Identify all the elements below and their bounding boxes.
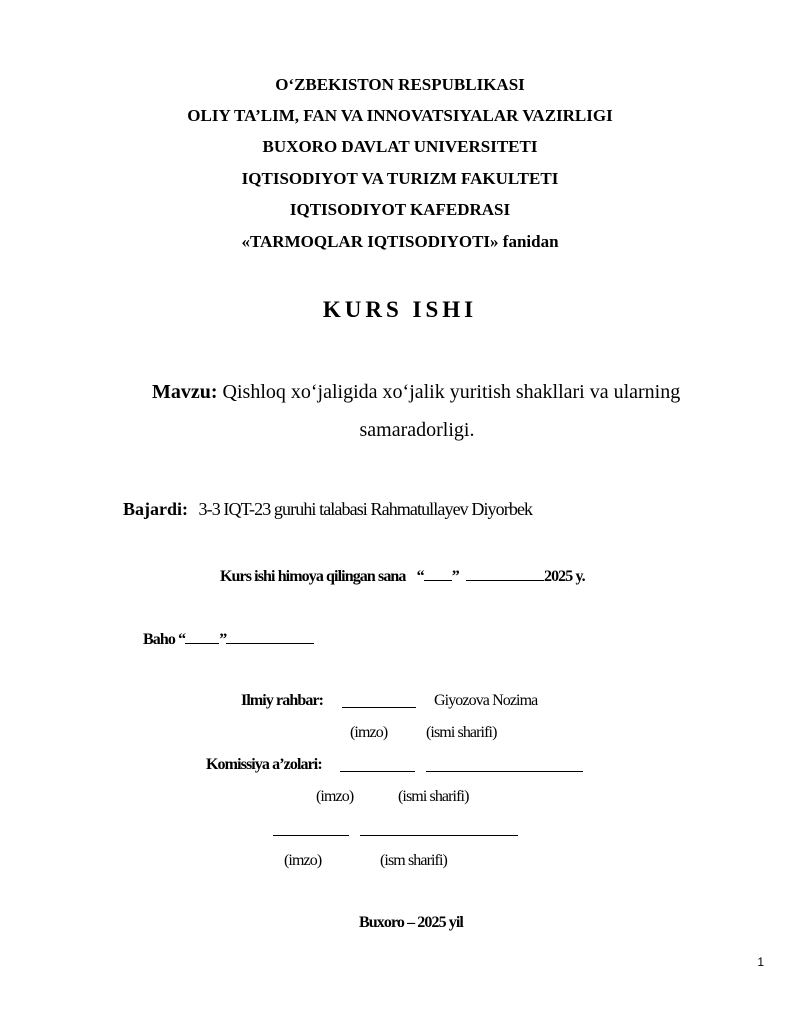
grade-value-blank xyxy=(185,629,219,644)
commission-sign-caption: (imzo) xyxy=(316,788,354,805)
performer-label: Bajardi: xyxy=(123,499,188,519)
supervisor-name-caption: (ismi sharifi) xyxy=(426,724,497,741)
commission-name-blank-1 xyxy=(426,756,583,772)
commission-name-blank-2 xyxy=(360,820,518,836)
supervisor-signature-blank-wrap xyxy=(342,692,416,713)
commission-name-caption-2: (ism sharifi) xyxy=(380,852,447,869)
commission-sign-blank-wrap xyxy=(340,756,415,777)
commission-sign-blank-wrap-2 xyxy=(273,820,349,841)
faculty-name: IQTISODIYOT VA TURIZM FAKULTETI xyxy=(241,169,559,188)
defense-month-blank xyxy=(466,566,544,581)
document-title: KURS ISHI xyxy=(322,297,478,322)
commission-name-caption: (ismi sharifi) xyxy=(398,788,469,805)
subject-name: «TARMOQLAR IQTISODIYOTI» fanidan xyxy=(241,232,559,251)
topic-text-1: Qishloq xo‘jaligida xo‘jalik yuritish shakllari va ularning xyxy=(222,381,681,403)
defense-day-blank xyxy=(424,566,452,581)
grade-open-quote: “ xyxy=(178,631,186,648)
ministry-name: OLIY TA’LIM, FAN VA INNOVATSIYALAR VAZIRLIGI xyxy=(187,106,613,125)
supervisor-name: Giyozova Nozima xyxy=(434,692,538,709)
defense-year: 2025 y. xyxy=(543,568,585,585)
topic-label: Mavzu: xyxy=(152,381,218,403)
defense-label: Kurs ishi himoya qilingan sana xyxy=(220,568,406,585)
page-number: 1 xyxy=(757,955,764,969)
university-name: BUXORO DAVLAT UNIVERSITETI xyxy=(262,137,538,156)
supervisor-signature-blank xyxy=(342,692,416,708)
grade-line xyxy=(143,629,314,649)
grade-label: Baho xyxy=(143,631,175,648)
topic-text-2: samaradorligi. xyxy=(359,419,475,441)
place-year: Buxoro – 2025 yil xyxy=(359,914,463,931)
commission-signature-blank-2 xyxy=(273,820,349,836)
performer-line xyxy=(123,499,532,520)
topic-line-1 xyxy=(152,381,680,404)
defense-open-quote: “ xyxy=(416,568,424,585)
grade-word-blank xyxy=(226,629,314,644)
commission-name-blank-wrap xyxy=(426,756,583,777)
commission-sign-caption-2: (imzo) xyxy=(284,852,322,869)
defense-date-line xyxy=(220,566,585,586)
defense-close-quote: ” xyxy=(451,568,459,585)
commission-label: Komissiya a’zolari: xyxy=(206,756,322,773)
performer-text: 3-3 IQT-23 guruhi talabasi Rahmatullayev Diyorbek xyxy=(198,499,533,519)
commission-name-blank-wrap-2 xyxy=(360,820,518,841)
supervisor-sign-caption: (imzo) xyxy=(350,724,388,741)
supervisor-label: Ilmiy rahbar: xyxy=(241,692,324,709)
ministry-country: O‘ZBEKISTON RESPUBLIKASI xyxy=(275,75,525,94)
department-name: IQTISODIYOT KAFEDRASI xyxy=(289,200,511,219)
commission-signature-blank-1 xyxy=(340,756,415,772)
grade-close-quote: ” xyxy=(219,631,227,648)
